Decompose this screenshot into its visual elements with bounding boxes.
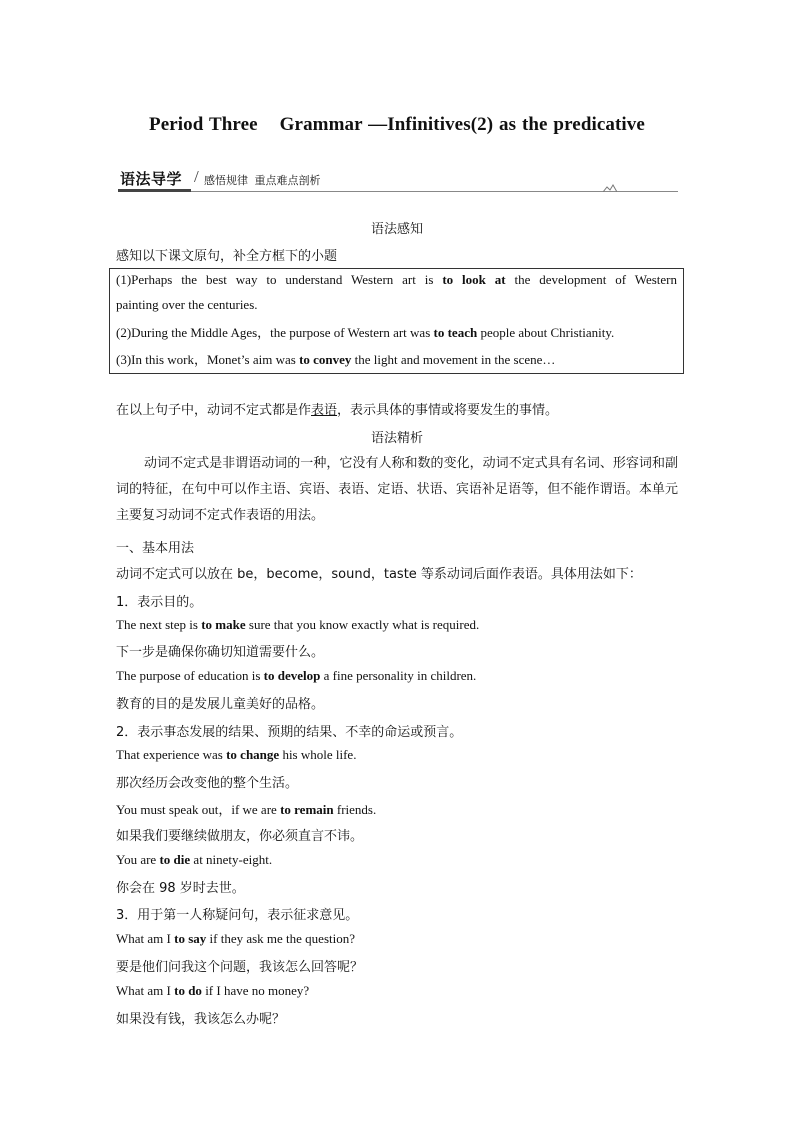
summary-text: 在以上句子中，动词不定式都是作表语，表示具体的事情或将要发生的事情。: [116, 403, 559, 418]
example-sentence: The next step is to make sure that you know exactly what is required.: [116, 617, 480, 632]
basic-usage-heading: 一、基本用法: [116, 541, 195, 556]
example-translation: 如果没有钱，我该怎么办呢？: [116, 1012, 286, 1027]
example-sentence: The purpose of education is to develop a fine personality in children.: [116, 668, 477, 683]
banner-notch-icon: [603, 184, 617, 192]
example-sentence: That experience was to change his whole life.: [116, 747, 357, 762]
title-topic: Grammar —Infinitives(2) as the predicative: [279, 114, 645, 135]
example-sentences-box: [109, 268, 684, 374]
banner-thick-rule: [118, 189, 191, 192]
box-sentence-3: (3)In this work，Monet’s aim was to convey the light and movement in the scene…: [116, 352, 556, 367]
example-translation: 下一步是确保你确切知道需要什么。: [116, 645, 325, 660]
example-sentence: You must speak out，if we are to remain friends.: [116, 802, 377, 817]
page-title: [0, 114, 794, 136]
banner-subtitle: 感悟规律 重点难点剖析: [204, 174, 321, 187]
rule-1-label: 1．表示目的。: [116, 595, 203, 610]
section-heading-analysis: 语法精析: [370, 431, 423, 446]
title-period: Period Three: [149, 114, 258, 135]
box-sentence-2: (2)During the Middle Ages，the purpose of Western art was to teach people about Christianity.: [116, 325, 615, 340]
box-sentence-1: (1)Perhaps the best way to understand Western art is to look at the development of Western: [116, 272, 677, 287]
example-translation: 要是他们问我这个问题，我该怎么回答呢？: [116, 960, 364, 975]
example-translation: 那次经历会改变他的整个生活。: [116, 776, 299, 791]
box-sentence-1-continued: painting over the centuries.: [116, 297, 258, 312]
example-translation: 教育的目的是发展儿童美好的品格。: [116, 697, 325, 712]
example-sentence: What am I to do if I have no money?: [116, 983, 310, 998]
section-banner: [118, 168, 678, 194]
example-translation: 如果我们要继续做朋友，你必须直言不讳。: [116, 829, 364, 844]
example-translation: 你会在 98 岁时去世。: [116, 881, 245, 896]
usage-description: 动词不定式可以放在 be，become，sound，taste 等系动词后面作表语。具体用法如下：: [116, 567, 642, 582]
rule-2-label: 2．表示事态发展的结果、预期的结果、不幸的命运或预言。: [116, 725, 463, 740]
example-sentence: What am I to say if they ask me the question?: [116, 931, 356, 946]
banner-label: 语法导学: [120, 170, 183, 188]
instruction-text: 感知以下课文原句，补全方框下的小题: [116, 249, 338, 264]
example-sentence: You are to die at ninety-eight.: [116, 852, 273, 867]
section-heading-perception: 语法感知: [370, 222, 423, 237]
intro-paragraph: 动词不定式是非谓语动词的一种，它没有人称和数的变化，动词不定式具有名词、形容词和副词的特征，在句中可以作主语、宾语、表语、定语、状语、宾语补足语等，但不能作谓语。本单元主要复习动词不定式作表语的用法。: [116, 456, 678, 523]
rule-3-label: 3．用于第一人称疑问句，表示征求意见。: [116, 908, 359, 923]
banner-slash-divider: /: [194, 167, 199, 186]
